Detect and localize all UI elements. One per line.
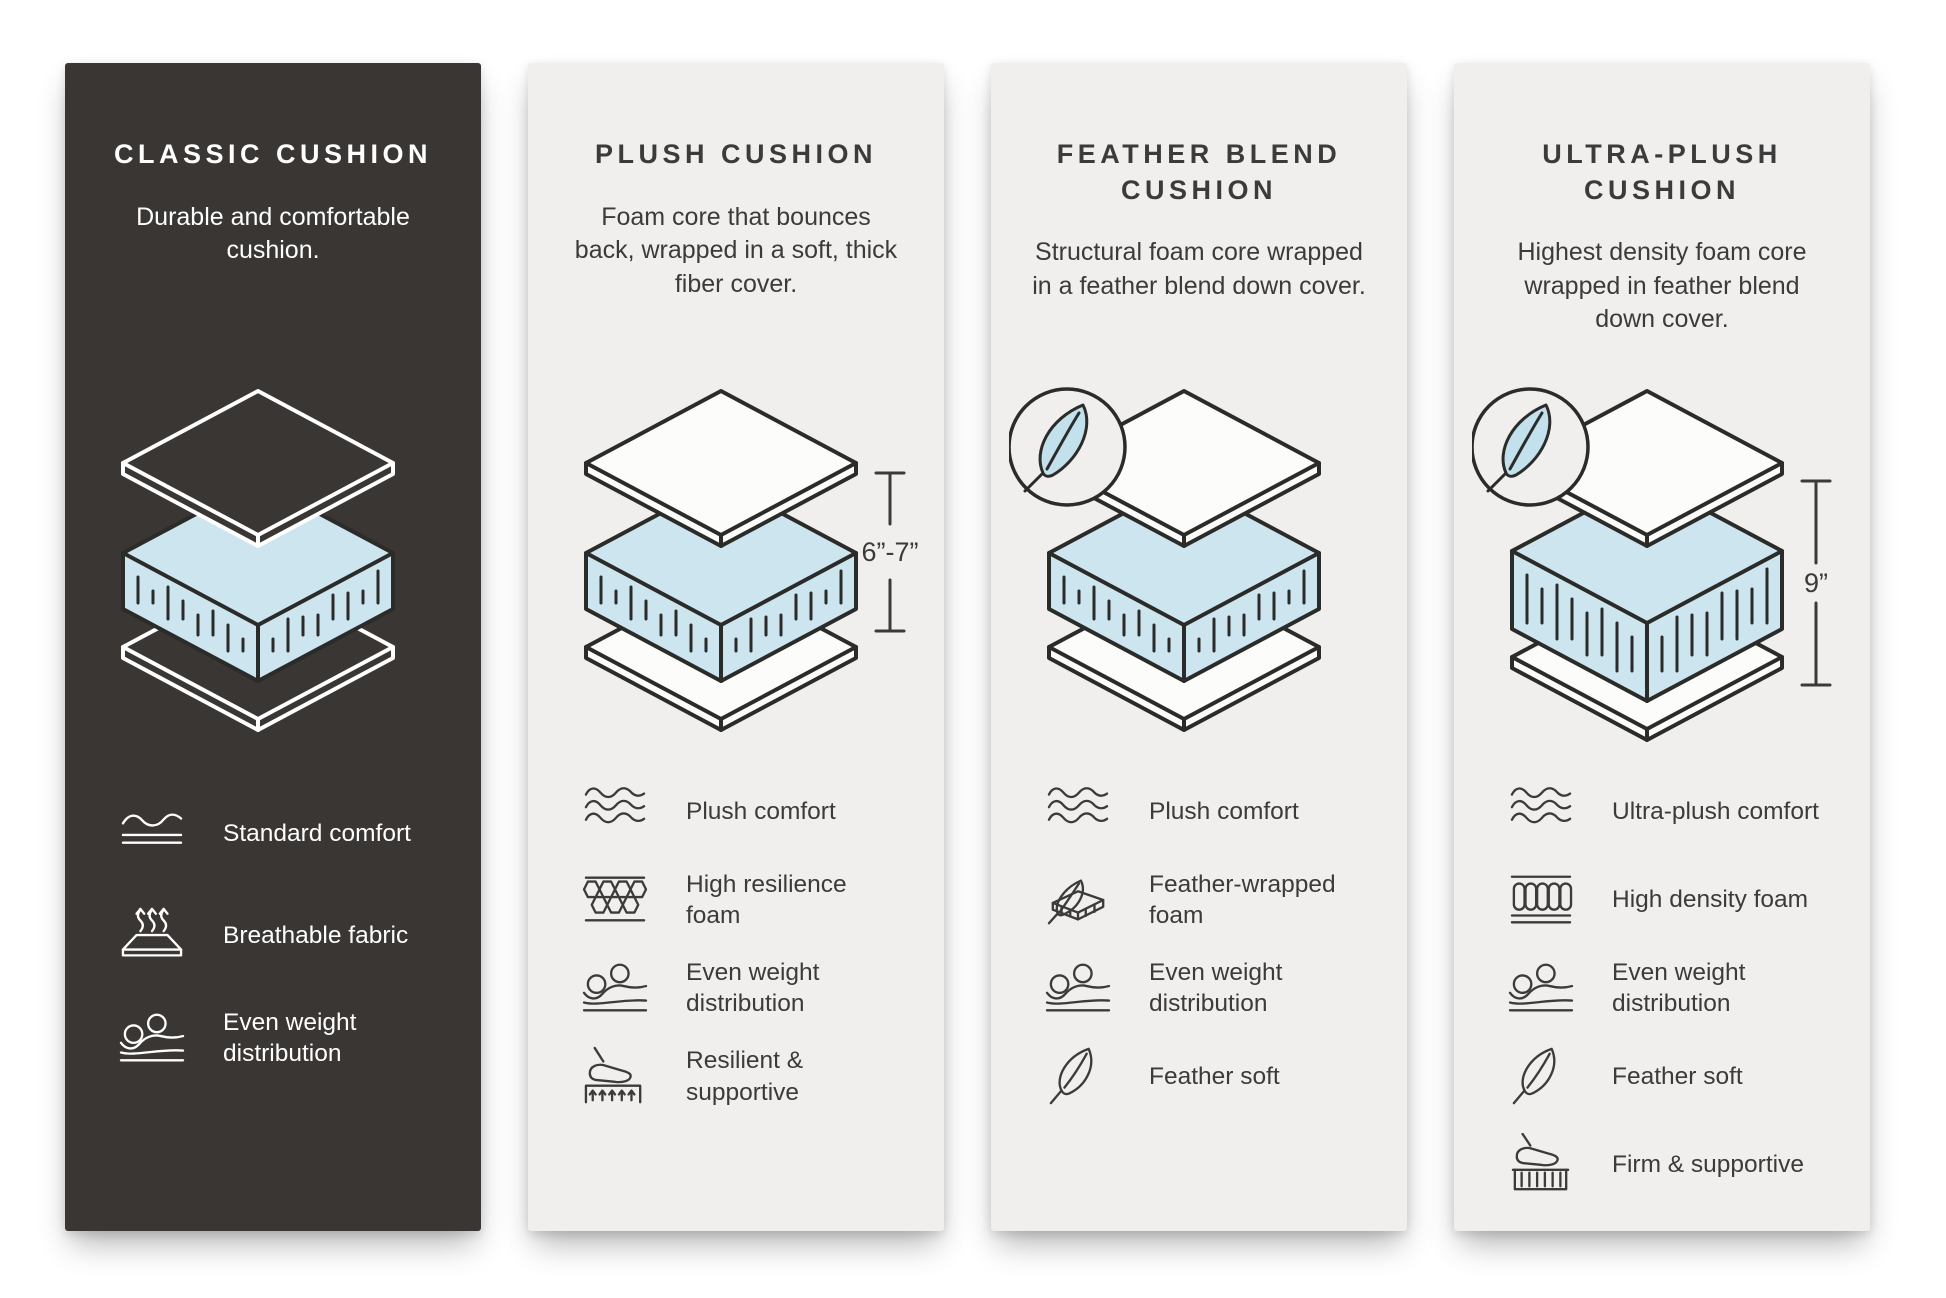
feature-list xyxy=(1039,781,1367,1107)
card-title: FEATHER BLEND CUSHION xyxy=(1056,139,1342,205)
feature-item xyxy=(576,869,904,931)
feature-item xyxy=(576,781,904,843)
feature-item xyxy=(1502,869,1830,931)
card-description: Foam core that bounces back, wrapped in a soft, thick fiber cover. xyxy=(574,202,898,298)
svg-text:6”-7”: 6”-7” xyxy=(861,537,919,567)
waves-plush-icon xyxy=(1039,781,1123,843)
feature-item xyxy=(1039,781,1367,843)
feature-label: Even weight distribution xyxy=(223,1009,357,1068)
breathable-fabric-icon xyxy=(113,905,197,967)
feature-list xyxy=(576,781,904,1108)
feature-item xyxy=(1039,869,1367,931)
card-header xyxy=(65,63,481,385)
card-title: PLUSH CUSHION xyxy=(594,139,877,169)
feature-label: Firm & supportive xyxy=(1612,1150,1804,1178)
card-classic-cushion xyxy=(65,63,481,1231)
cushion-layers-diagram xyxy=(1454,385,1870,745)
card-plush-cushion xyxy=(528,63,944,1231)
feature-label: High resilience foam xyxy=(686,871,847,930)
card-feather-blend-cushion xyxy=(991,63,1407,1231)
coil-foam-icon xyxy=(1502,869,1586,931)
feature-label: Ultra-plush comfort xyxy=(1612,798,1819,826)
weight-distribution-icon xyxy=(1039,957,1123,1019)
feature-label: Even weight distribution xyxy=(1612,959,1746,1018)
feature-label: Feather-wrapped foam xyxy=(1149,871,1336,930)
weight-distribution-icon xyxy=(576,957,660,1019)
feature-label: Standard comfort xyxy=(223,820,411,848)
feature-label: Feather soft xyxy=(1612,1062,1743,1090)
card-ultra-plush-cushion xyxy=(1454,63,1870,1231)
waves-plush-icon xyxy=(576,781,660,843)
card-description: Highest density foam core wrapped in feather blend down cover. xyxy=(1517,238,1807,334)
feature-item xyxy=(1502,1133,1830,1195)
weight-distribution-icon xyxy=(113,1007,197,1069)
feature-list xyxy=(1502,781,1830,1195)
feature-label: Plush comfort xyxy=(1149,798,1299,826)
foot-arrows-icon xyxy=(576,1046,660,1108)
card-title: CLASSIC CUSHION xyxy=(113,139,432,169)
feather-foam-icon xyxy=(1039,869,1123,931)
card-title: ULTRA-PLUSH CUSHION xyxy=(1542,139,1782,205)
waves-standard-icon xyxy=(113,803,197,865)
feature-label: Even weight distribution xyxy=(686,959,820,1018)
feature-item xyxy=(1502,1045,1830,1107)
card-description: Durable and comfortable cushion. xyxy=(136,202,410,265)
card-header xyxy=(528,63,944,385)
feature-item xyxy=(576,1045,904,1107)
feature-label: Resilient & supportive xyxy=(686,1047,804,1106)
waves-plush-icon xyxy=(1502,781,1586,843)
card-header xyxy=(1454,63,1870,385)
feather-icon xyxy=(1039,1045,1123,1107)
cushion-layers-diagram xyxy=(65,385,481,745)
card-header xyxy=(991,63,1407,385)
feature-label: Feather soft xyxy=(1149,1062,1280,1090)
feature-item xyxy=(1502,781,1830,843)
feature-item xyxy=(1039,1045,1367,1107)
foot-firm-icon xyxy=(1502,1133,1586,1195)
svg-text:9”: 9” xyxy=(1803,568,1829,598)
feature-list xyxy=(113,803,441,1069)
cushion-layers-diagram xyxy=(528,385,944,745)
feature-item xyxy=(1502,957,1830,1019)
cushion-layers-diagram xyxy=(991,385,1407,745)
feather-icon xyxy=(1502,1045,1586,1107)
weight-distribution-icon xyxy=(1502,957,1586,1019)
feature-label: Breathable fabric xyxy=(223,922,409,950)
honeycomb-foam-icon xyxy=(576,869,660,931)
feature-item xyxy=(113,803,441,865)
feature-label: Plush comfort xyxy=(686,798,836,826)
feature-label: Even weight distribution xyxy=(1149,959,1283,1018)
feature-item xyxy=(113,905,441,967)
feature-item xyxy=(576,957,904,1019)
feature-label: High density foam xyxy=(1612,886,1809,914)
card-description: Structural foam core wrapped in a feather blend down cover. xyxy=(1032,238,1366,300)
feature-item xyxy=(1039,957,1367,1019)
feature-item xyxy=(113,1007,441,1069)
